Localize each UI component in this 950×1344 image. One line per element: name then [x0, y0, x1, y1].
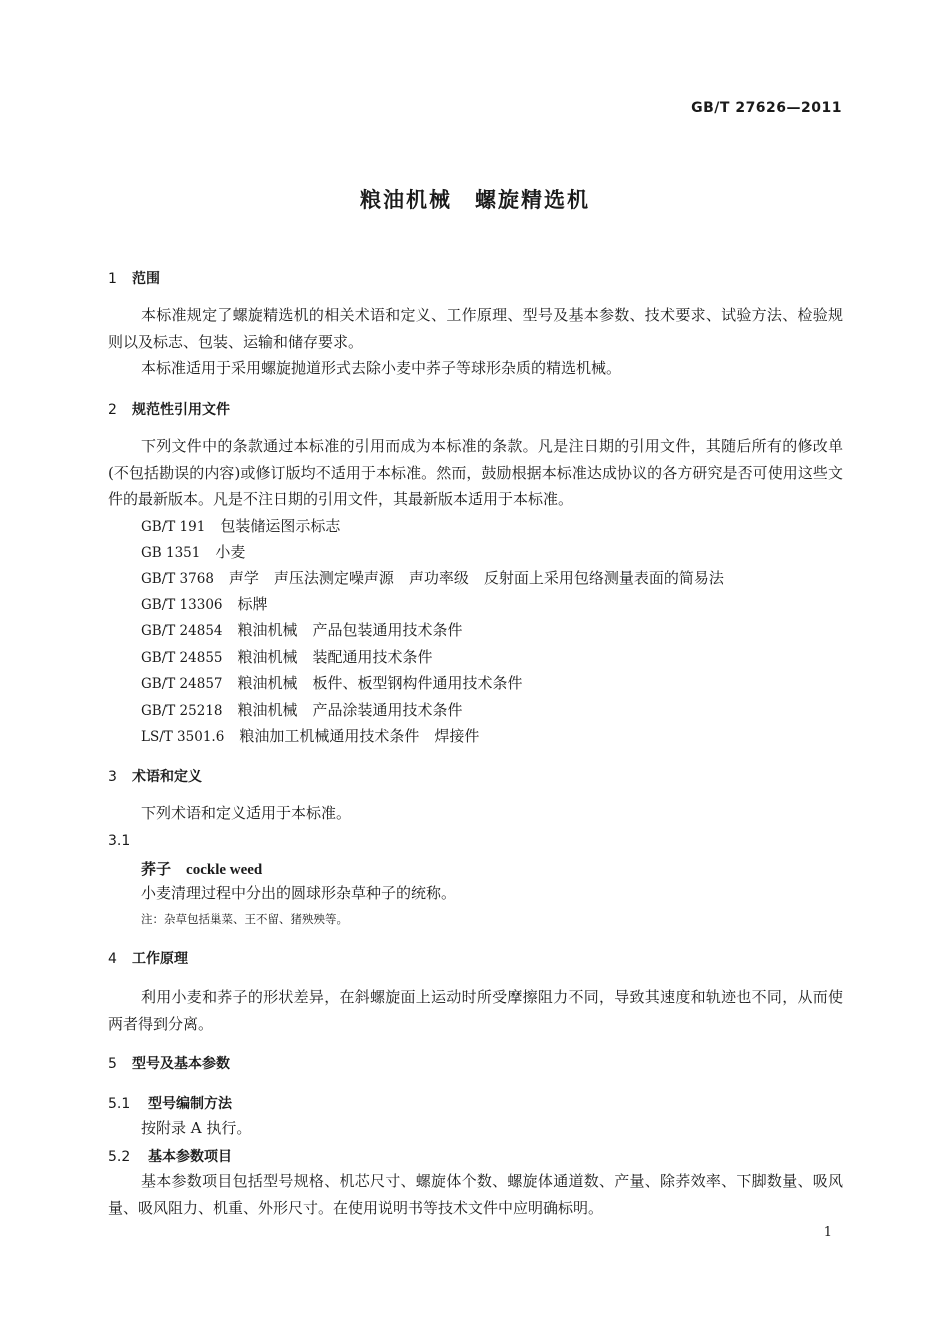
section-5-heading	[108, 1053, 230, 1073]
term-definition: 小麦清理过程中分出的圆球形杂草种子的统称。	[141, 884, 457, 902]
subsection-number: 3.1	[108, 833, 131, 849]
page-number: 1	[823, 1225, 832, 1240]
paragraph: 下列术语和定义适用于本标准。	[141, 804, 352, 822]
reference-code: GB/T 24854	[141, 623, 223, 639]
paragraph: 本标准适用于采用螺旋抛道形式去除小麦中荞子等球形杂质的精选机械。	[141, 359, 622, 377]
section-number: 2	[108, 402, 117, 418]
reference-code: GB/T 3768	[141, 571, 214, 587]
term-chinese: 荞子	[141, 860, 172, 878]
term-note: 注：杂草包括巢菜、王不留、猪殃殃等。	[141, 912, 348, 926]
section-title: 范围	[132, 271, 160, 287]
subsection-5-1-heading	[108, 1093, 232, 1113]
reference-title: 粮油机械 板件、板型钢构件通用技术条件	[237, 674, 523, 692]
section-2-heading	[108, 399, 230, 419]
section-4-heading	[108, 948, 188, 968]
page-title: 粮油机械 螺旋精选机	[360, 188, 590, 212]
reference-code: GB 1351	[141, 545, 201, 561]
reference-item	[141, 617, 463, 645]
term-english: cockle weed	[186, 862, 263, 878]
section-3-heading	[108, 766, 202, 786]
reference-item	[141, 644, 433, 672]
reference-item	[141, 697, 463, 725]
subsection-5-2-heading	[108, 1146, 232, 1166]
reference-title: 声学 声压法测定噪声源 声功率级 反射面上采用包络测量表面的简易法	[228, 569, 724, 587]
section-1-heading	[108, 268, 160, 288]
reference-item	[141, 539, 245, 567]
paragraph: 按附录 A 执行。	[141, 1119, 252, 1137]
reference-item	[141, 670, 523, 698]
reference-code: GB/T 24857	[141, 676, 223, 692]
reference-item	[141, 513, 340, 541]
reference-item	[141, 591, 268, 619]
reference-code: LS/T 3501.6	[141, 729, 225, 745]
reference-item	[141, 565, 724, 593]
reference-code: GB/T 191	[141, 519, 206, 535]
section-title: 工作原理	[132, 951, 188, 967]
reference-title: 粮油机械 产品涂装通用技术条件	[237, 701, 463, 719]
subsection-number: 5.1	[108, 1096, 131, 1112]
paragraph: 下列文件中的条款通过本标准的引用而成为本标准的条款。凡是注日期的引用文件，其随后所有的修改单(不包括勘误的内容)或修订版均不适用于本标准。然而，鼓励根据本标准达成协议的各方研究是否可使用这些文件的最新版本。凡是不注日期的引用文件，其最新版本适用于本标准。	[108, 437, 843, 508]
section-title: 型号及基本参数	[132, 1056, 230, 1072]
paragraph: 基本参数项目包括型号规格、机芯尺寸、螺旋体个数、螺旋体通道数、产量、除荞效率、下脚数量、吸风量、吸风阻力、机重、外形尺寸。在使用说明书等技术文件中应明确标明。	[108, 1172, 843, 1217]
section-number: 3	[108, 769, 117, 785]
reference-title: 粮油加工机械通用技术条件 焊接件	[239, 727, 480, 745]
reference-title: 粮油机械 产品包装通用技术条件	[237, 621, 463, 639]
term-heading	[141, 858, 262, 879]
subsection-title: 基本参数项目	[148, 1149, 232, 1165]
reference-title: 标牌	[237, 595, 268, 613]
reference-code: GB/T 24855	[141, 650, 223, 666]
subsection-3-1-number	[108, 833, 132, 849]
section-title: 规范性引用文件	[132, 402, 230, 418]
reference-title: 包装储运图示标志	[220, 517, 341, 535]
reference-title: 粮油机械 装配通用技术条件	[237, 648, 433, 666]
subsection-title: 型号编制方法	[148, 1096, 232, 1112]
section-number: 5	[108, 1056, 117, 1072]
reference-code: GB/T 25218	[141, 703, 223, 719]
reference-title: 小麦	[215, 543, 246, 561]
section-title: 术语和定义	[132, 769, 202, 785]
reference-item	[141, 723, 479, 751]
standard-code: GB/T 27626—2011	[691, 100, 842, 116]
section-number: 1	[108, 271, 117, 287]
paragraph: 利用小麦和荞子的形状差异，在斜螺旋面上运动时所受摩擦阻力不同，导致其速度和轨迹也不同，从而使两者得到分离。	[108, 988, 843, 1033]
subsection-number: 5.2	[108, 1149, 131, 1165]
paragraph: 本标准规定了螺旋精选机的相关术语和定义、工作原理、型号及基本参数、技术要求、试验方法、检验规则以及标志、包装、运输和储存要求。	[108, 306, 843, 351]
section-number: 4	[108, 951, 117, 967]
reference-code: GB/T 13306	[141, 597, 223, 613]
